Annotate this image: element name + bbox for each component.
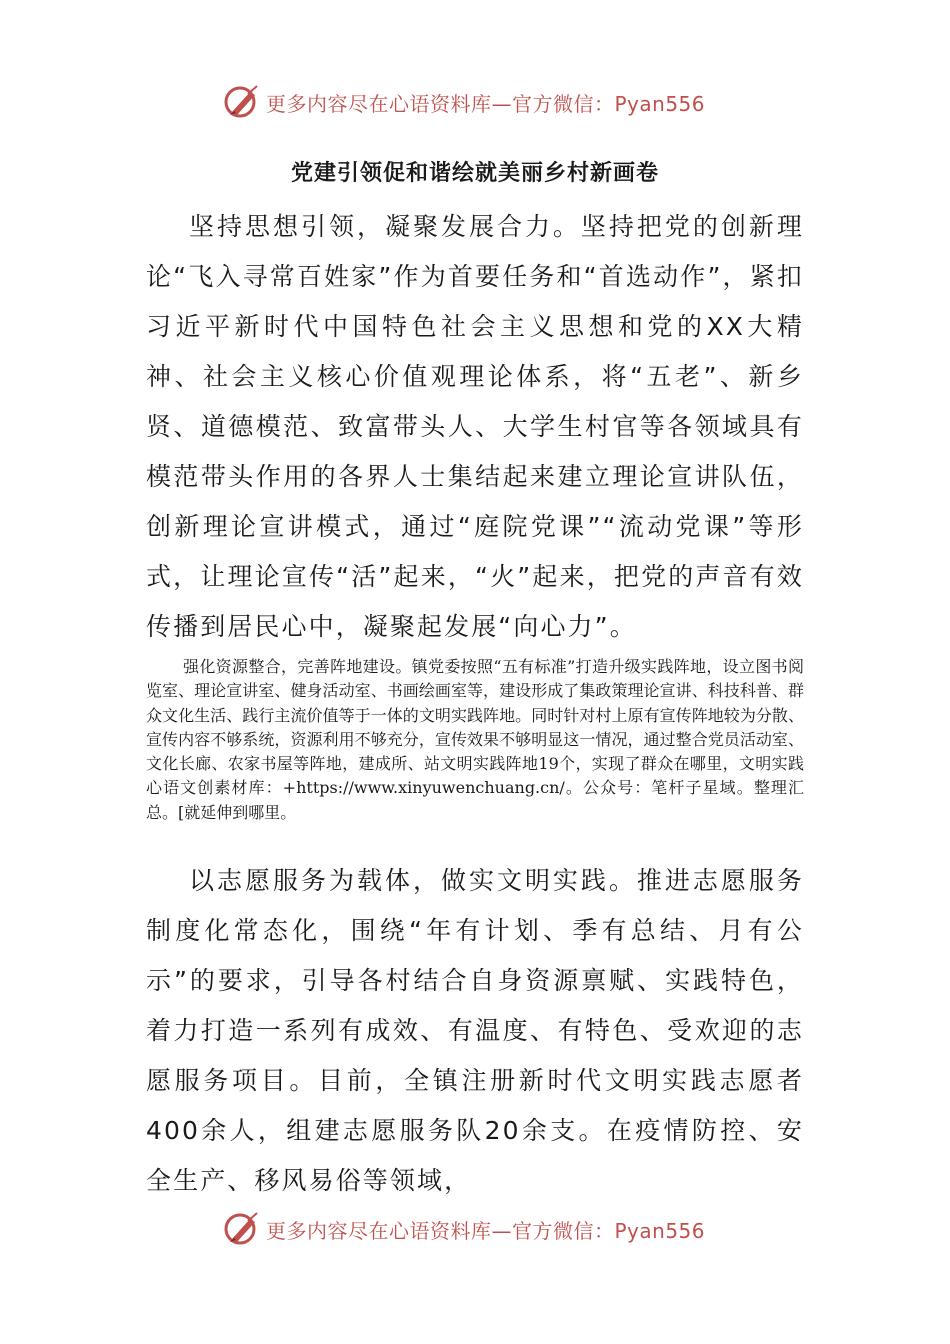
paragraph-volunteer: 以志愿服务为载体，做实文明实践。推进志愿服务制度化常态化，围绕“年有计划、季有总结、月有公示”的要求，引导各村结合自身资源禀赋、实践特色，着力打造一系列有成效、有温度、有特色、受欢迎的志愿服务项目。目前，全镇注册新时代文明实践志愿者400余人，组建志愿服务队20余支。在疫情防控、安全生产、移风易俗等领域， xyxy=(146,866,804,1195)
page-title: 党建引领促和谐绘就美丽乡村新画卷 xyxy=(290,161,659,186)
header-banner xyxy=(222,82,705,122)
pen-nib-logo-icon xyxy=(222,1209,262,1249)
header-banner-text: 更多内容尽在心语资料库—官方微信：Pyan556 xyxy=(266,91,706,116)
paragraph-resources: 强化资源整合，完善阵地建设。镇党委按照“五有标准”打造升级实践阵地，设立图书阅览室、理论宣讲室、健身活动室、书画绘画室等，建设形成了集政策理论宣讲、科技科普、群众文化生活、践行主流价值等于一体的文明实践阵地。同时针对村上原有宣传阵地较为分散、宣传内容不够系统，资源利用不够充分，宣传效果不够明显这一情况，通过整合党员活动室、文化长廊、农家书屋等阵地，建成所、站文明实践阵地19个，实现了群众在哪里，文明实践心语文创素材库：+https://www.xinyuwenchuang.cn/。公众号：笔杆子星域。整理汇总。[就延伸到哪里。 xyxy=(146,657,804,822)
paragraph-ideology: 坚持思想引领，凝聚发展合力。坚持把党的创新理论“飞入寻常百姓家”作为首要任务和“首选动作”，紧扣习近平新时代中国特色社会主义思想和党的XX大精神、社会主义核心价值观理论体系，将“五老”、新乡贤、道德模范、致富带头人、大学生村官等各领域具有模范带头作用的各界人士集结起来建立理论宣讲队伍，创新理论宣讲模式，通过“庭院党课”“流动党课”等形式，让理论宣传“活”起来，“火”起来，把党的声音有效传播到居民心中，凝聚起发展“向心力”。 xyxy=(146,212,804,641)
footer-banner-text: 更多内容尽在心语资料库—官方微信：Pyan556 xyxy=(266,1218,706,1243)
pen-nib-logo-icon xyxy=(222,82,262,122)
footer-banner xyxy=(222,1209,705,1249)
